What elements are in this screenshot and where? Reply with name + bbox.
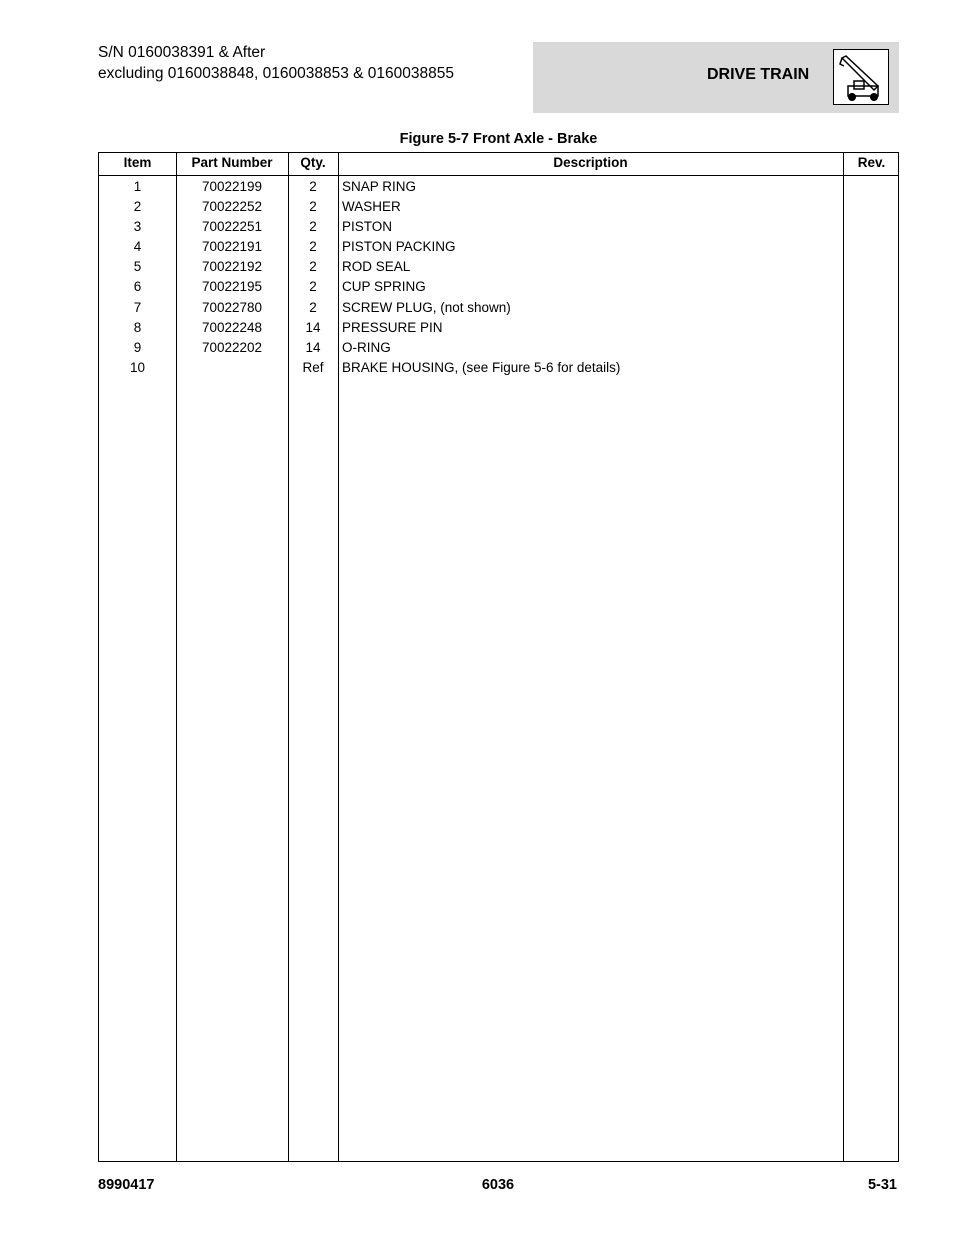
cell-qty: 2 bbox=[309, 259, 317, 275]
cell-description: PISTON PACKING bbox=[342, 239, 456, 255]
cell-qty: Ref bbox=[302, 359, 324, 375]
page-number: 5-31 bbox=[867, 1177, 897, 1193]
cell-description: SCREW PLUG, (not shown) bbox=[342, 299, 511, 315]
serial-line-1: S/N 0160038391 & After bbox=[98, 44, 266, 61]
cell-qty: 2 bbox=[309, 219, 317, 235]
table-row bbox=[99, 177, 898, 197]
cell-part-number: 70022251 bbox=[201, 219, 263, 235]
cell-qty: 2 bbox=[309, 279, 317, 295]
model-number: 6036 bbox=[481, 1177, 515, 1193]
cell-description: SNAP RING bbox=[342, 179, 417, 194]
table-row bbox=[99, 358, 898, 378]
cell-item: 4 bbox=[133, 239, 142, 255]
cell-description: PRESSURE PIN bbox=[342, 319, 443, 335]
table-row bbox=[99, 237, 898, 257]
cell-part-number: 70022248 bbox=[201, 319, 263, 335]
cell-part-number: 70022195 bbox=[201, 279, 263, 295]
column-header-description: Description bbox=[553, 155, 628, 170]
table-row bbox=[99, 338, 898, 358]
cell-item: 1 bbox=[133, 179, 142, 194]
cell-description: CUP SPRING bbox=[342, 279, 426, 295]
cell-description: BRAKE HOUSING, (see Figure 5-6 for details) bbox=[342, 359, 621, 375]
cell-part-number: 70022192 bbox=[201, 259, 263, 275]
table-row bbox=[99, 197, 898, 217]
table-row bbox=[99, 318, 898, 338]
cell-item: 5 bbox=[133, 259, 142, 275]
parts-table bbox=[98, 152, 899, 1162]
section-header bbox=[533, 42, 899, 113]
cell-item: 2 bbox=[133, 199, 142, 215]
cell-part-number: 70022191 bbox=[201, 239, 263, 255]
cell-item: 9 bbox=[133, 339, 142, 355]
cell-description: WASHER bbox=[342, 199, 401, 215]
cell-description: PISTON bbox=[342, 219, 393, 235]
cell-qty: 2 bbox=[309, 239, 317, 255]
cell-item: 6 bbox=[133, 279, 142, 295]
table-row bbox=[99, 277, 898, 297]
cell-qty: 2 bbox=[309, 299, 317, 315]
cell-qty: 14 bbox=[305, 319, 321, 335]
manual-number: 8990417 bbox=[98, 1177, 155, 1193]
cell-item: 3 bbox=[133, 219, 142, 235]
column-header-part-number: Part Number bbox=[191, 155, 273, 170]
serial-number-block bbox=[98, 42, 454, 84]
column-header-item: Item bbox=[123, 155, 152, 170]
table-row bbox=[99, 298, 898, 318]
cell-description: ROD SEAL bbox=[342, 259, 411, 275]
cell-qty: 14 bbox=[305, 339, 321, 355]
cell-part-number: 70022199 bbox=[201, 179, 263, 194]
column-header-qty: Qty. bbox=[300, 155, 326, 170]
header-divider bbox=[99, 175, 898, 176]
cell-description: O-RING bbox=[342, 339, 391, 355]
cell-item: 10 bbox=[129, 359, 146, 375]
cell-item: 8 bbox=[133, 319, 142, 335]
serial-line-2: excluding 0160038848, 0160038853 & 0160038855 bbox=[98, 65, 454, 82]
table-row bbox=[99, 217, 898, 237]
cell-part-number: 70022202 bbox=[201, 339, 263, 355]
cell-part-number: 70022252 bbox=[201, 199, 263, 215]
cell-qty: 2 bbox=[309, 199, 317, 215]
cell-part-number: 70022780 bbox=[201, 299, 263, 315]
table-body bbox=[99, 177, 898, 378]
telehandler-icon bbox=[833, 49, 889, 105]
table-row bbox=[99, 257, 898, 277]
cell-qty: 2 bbox=[309, 179, 317, 194]
column-header-rev: Rev. bbox=[857, 155, 886, 170]
figure-title: Figure 5-7 Front Axle - Brake bbox=[399, 131, 598, 147]
section-title: DRIVE TRAIN bbox=[707, 66, 810, 83]
cell-item: 7 bbox=[133, 299, 142, 315]
